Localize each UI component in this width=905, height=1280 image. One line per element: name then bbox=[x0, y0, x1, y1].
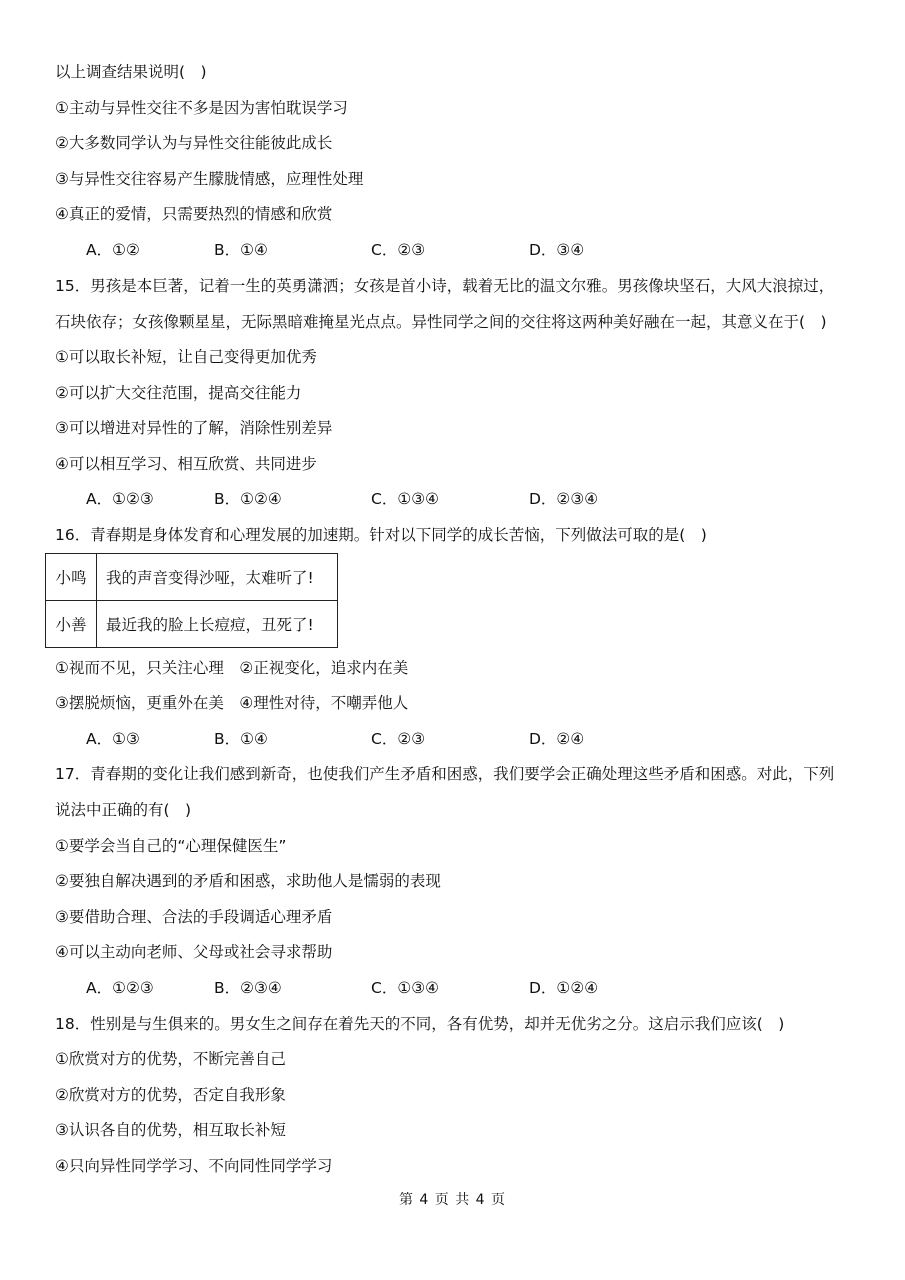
q18-stem: 18．性别是与生俱来的。男女生之间存在着先天的不同，各有优势，却并无优劣之分。这启示我们应该( ) bbox=[55, 1015, 785, 1033]
student-worry: 我的声音变得沙哑，太难听了! bbox=[97, 554, 338, 601]
q14-option-b[interactable]: B．①④ bbox=[214, 241, 268, 259]
q17-item-2: ②要独自解决遇到的矛盾和困惑，求助他人是懦弱的表现 bbox=[55, 872, 441, 890]
q14-item-1: ①主动与异性交往不多是因为害怕耽误学习 bbox=[55, 99, 348, 117]
q17-option-c[interactable]: C．①③④ bbox=[371, 979, 440, 997]
q15-option-b[interactable]: B．①②④ bbox=[214, 490, 282, 508]
q16-option-c[interactable]: C．②③ bbox=[371, 730, 426, 748]
q16-option-b[interactable]: B．①④ bbox=[214, 730, 268, 748]
q17-stem-line-1: 17．青春期的变化让我们感到新奇，也使我们产生矛盾和困惑，我们要学会正确处理这些矛盾和困惑。对此，下列 bbox=[55, 765, 835, 783]
q15-item-1: ①可以取长补短，让自己变得更加优秀 bbox=[55, 348, 317, 366]
q17-option-a[interactable]: A．①②③ bbox=[86, 979, 154, 997]
q15-stem-line-2: 石块依存；女孩像颗星星，无际黑暗难掩星光点点。异性同学之间的交往将这两种美好融在一起，其意义在于( ) bbox=[55, 313, 827, 331]
q15-option-c[interactable]: C．①③④ bbox=[371, 490, 440, 508]
q16-option-d[interactable]: D．②④ bbox=[529, 730, 585, 748]
q14-item-3: ③与异性交往容易产生朦胧情感，应理性处理 bbox=[55, 170, 364, 188]
q15-item-2: ②可以扩大交往范围，提高交往能力 bbox=[55, 384, 302, 402]
page-footer: 第 4 页 共 4 页 bbox=[398, 1192, 507, 1208]
q16-stem: 16．青春期是身体发育和心理发展的加速期。针对以下同学的成长苦恼，下列做法可取的是( ) bbox=[55, 526, 707, 544]
q16-option-a[interactable]: A．①③ bbox=[86, 730, 140, 748]
q17-item-3: ③要借助合理、合法的手段调适心理矛盾 bbox=[55, 908, 333, 926]
q18-item-4: ④只向异性同学学习、不向同性同学学习 bbox=[55, 1157, 333, 1175]
q15-option-a[interactable]: A．①②③ bbox=[86, 490, 154, 508]
q15-item-3: ③可以增进对异性的了解，消除性别差异 bbox=[55, 419, 333, 437]
q15-stem-line-1: 15．男孩是本巨著，记着一生的英勇潇洒；女孩是首小诗，载着无比的温文尔雅。男孩像块坚石，大风大浪掠过， bbox=[55, 277, 835, 295]
q17-item-1: ①要学会当自己的“心理保健医生” bbox=[55, 837, 287, 855]
q15-option-d[interactable]: D．②③④ bbox=[529, 490, 599, 508]
table-row bbox=[46, 601, 338, 648]
q17-item-4: ④可以主动向老师、父母或社会寻求帮助 bbox=[55, 943, 333, 961]
q15-item-4: ④可以相互学习、相互欣赏、共同进步 bbox=[55, 455, 317, 473]
q14-item-4: ④真正的爱情，只需要热烈的情感和欣赏 bbox=[55, 205, 333, 223]
q16-table bbox=[45, 553, 338, 648]
student-name: 小善 bbox=[46, 601, 97, 648]
q18-item-2: ②欣赏对方的优势，否定自我形象 bbox=[55, 1086, 286, 1104]
student-name: 小鸣 bbox=[46, 554, 97, 601]
q17-option-b[interactable]: B．②③④ bbox=[214, 979, 282, 997]
table-row bbox=[46, 554, 338, 601]
q14-option-a[interactable]: A．①② bbox=[86, 241, 140, 259]
q14-option-d[interactable]: D．③④ bbox=[529, 241, 585, 259]
q16-items-line-2: ③摆脱烦恼，更重外在美 ④理性对待，不嘲弄他人 bbox=[55, 694, 409, 712]
q17-option-d[interactable]: D．①②④ bbox=[529, 979, 599, 997]
q17-stem-line-2: 说法中正确的有( ) bbox=[55, 801, 192, 819]
q16-items-line-1: ①视而不见，只关注心理 ②正视变化，追求内在美 bbox=[55, 659, 409, 677]
q14-option-c[interactable]: C．②③ bbox=[371, 241, 426, 259]
q18-item-1: ①欣赏对方的优势，不断完善自己 bbox=[55, 1050, 286, 1068]
student-worry: 最近我的脸上长痘痘，丑死了! bbox=[97, 601, 338, 648]
q14-item-2: ②大多数同学认为与异性交往能彼此成长 bbox=[55, 134, 333, 152]
q14-stem: 以上调查结果说明( ) bbox=[55, 63, 207, 81]
q18-item-3: ③认识各自的优势，相互取长补短 bbox=[55, 1121, 286, 1139]
